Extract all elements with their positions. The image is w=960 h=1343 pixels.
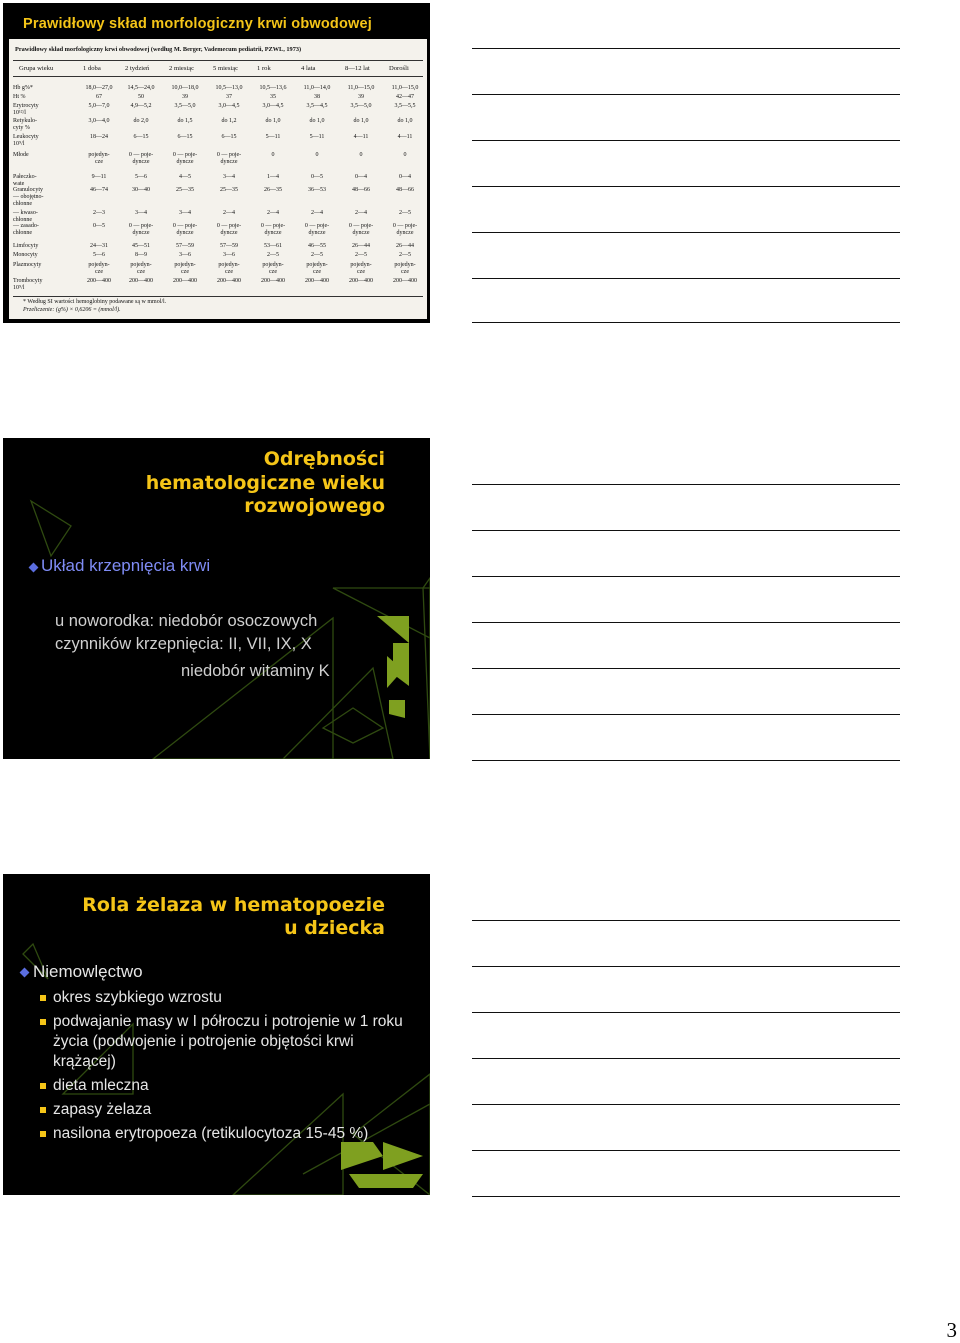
table-cell: 36—53: [308, 187, 326, 193]
table-cell: pojedyn- cze: [218, 262, 240, 276]
table-cell: 0: [359, 152, 363, 158]
table-cell: 14,5—24,0: [127, 85, 155, 91]
table-cell: 2—5: [355, 252, 367, 258]
table-rule-top: [13, 60, 423, 61]
table-cell: 200—400: [393, 278, 417, 284]
sub-bullet-label: okres szybkiego wzrostu: [53, 989, 222, 1006]
table-cell: 30—40: [132, 187, 150, 193]
notes-line: [472, 278, 900, 279]
table-cell: 48—66: [396, 187, 414, 193]
table-cell: 0 — poje- dyncze: [172, 152, 198, 166]
square-bullet-icon: [40, 1019, 46, 1025]
notes-line: [472, 576, 900, 577]
table-cell: 0 — poje- dyncze: [348, 223, 374, 237]
table-cell: 26—35: [264, 187, 282, 193]
title-line: hematologiczne wieku: [145, 471, 385, 494]
table-cell: do 1,0: [309, 118, 325, 124]
notes-line: [472, 966, 900, 967]
table-cell: 57—59: [176, 243, 194, 249]
table-cell: 0—5: [311, 174, 323, 180]
notes-line: [472, 232, 900, 233]
slide-3: [3, 874, 430, 1195]
table-cell: 0: [315, 152, 319, 158]
table-cell: 200—400: [261, 278, 285, 284]
sub-bullet: [53, 1124, 423, 1144]
sub-bullet: [53, 988, 403, 1008]
table-cell: 3,5—5,0: [350, 103, 372, 109]
table-cell: 42—47: [396, 94, 414, 100]
column-header: 2 miesiąc: [169, 65, 195, 72]
table-cell: 0 — poje- dyncze: [392, 223, 418, 237]
table-cell: 67: [96, 94, 102, 100]
table-cell: 4—11: [353, 134, 369, 140]
table-cell: 37: [226, 94, 232, 100]
table-cell: 38: [314, 94, 320, 100]
table-cell: 0—5: [93, 223, 105, 229]
table-cell: 39: [182, 94, 188, 100]
bullet-item: [41, 556, 210, 576]
table-cell: 46—74: [90, 187, 108, 193]
table-cell: 200—400: [217, 278, 241, 284]
table-cell: 3,0—4,5: [218, 103, 240, 109]
table-cell: 11,0—15,0: [347, 85, 375, 91]
title-line: u dziecka: [284, 917, 385, 939]
table-cell: 2—4: [223, 210, 235, 216]
table-cell: do 1,0: [265, 118, 281, 124]
table-cell: 3,5—5,0: [174, 103, 196, 109]
table-cell: 3—6: [179, 252, 191, 258]
row-label: Plazmocyty: [13, 262, 42, 268]
table-cell: 3,5—4,5: [306, 103, 328, 109]
notes-line: [472, 140, 900, 141]
row-label: Młode: [13, 152, 29, 158]
slide-title: [146, 448, 385, 519]
table-cell: 3—4: [179, 210, 191, 216]
table-cell: 0 — poje- dyncze: [216, 223, 242, 237]
table-cell: 2—4: [267, 210, 279, 216]
column-header: 8—12 lat: [345, 65, 370, 72]
table-cell: 0 — poje- dyncze: [128, 152, 154, 166]
table-cell: 5—11: [265, 134, 281, 140]
table-cell: 2—4: [355, 210, 367, 216]
table-cell: 2—5: [267, 252, 279, 258]
row-label: Granulocyty — obojętno- chłonne: [13, 187, 44, 208]
table-cell: pojedyn- cze: [88, 262, 110, 276]
table-cell: 25—35: [220, 187, 238, 193]
slide-1: [3, 3, 430, 323]
notes-line: [472, 1012, 900, 1013]
notes-line: [472, 1150, 900, 1151]
column-header: 1 rok: [257, 65, 271, 72]
table-cell: 0: [403, 152, 407, 158]
table-cell: 5—6: [93, 252, 105, 258]
table-cell: 200—400: [129, 278, 153, 284]
table-rule-header: [13, 76, 423, 77]
table-cell: 2—4: [311, 210, 323, 216]
row-label: Limfocyty: [13, 243, 39, 249]
table-cell: 26—44: [352, 243, 370, 249]
column-header: 4 lata: [301, 65, 316, 72]
sub-bullet: [53, 1012, 403, 1072]
row-label: Trombocyty 10⁹/l: [13, 278, 43, 292]
bullet-label: Układ krzepnięcia krwi: [41, 556, 211, 575]
table-cell: 4—11: [397, 134, 413, 140]
column-header: Dorośli: [389, 65, 409, 72]
table-cell: pojedyn- cze: [262, 262, 284, 276]
row-label: Retykulo- cyty %: [13, 118, 37, 132]
sub-bullet: [53, 1076, 403, 1096]
notes-line: [472, 668, 900, 669]
table-cell: 200—400: [349, 278, 373, 284]
table-cell: 24—31: [90, 243, 108, 249]
table-cell: 57—59: [220, 243, 238, 249]
notes-line: [472, 1058, 900, 1059]
table-cell: 50: [138, 94, 144, 100]
square-bullet-icon: [40, 1083, 46, 1089]
table-cell: 45—51: [132, 243, 150, 249]
table-cell: 39: [358, 94, 364, 100]
table-cell: 6—15: [133, 134, 149, 140]
row-label: — kwaso- chłonne: [13, 210, 38, 224]
table-cell: 0: [271, 152, 275, 158]
row-label: Hb g%*: [13, 85, 33, 91]
table-cell: 8—9: [135, 252, 147, 258]
notes-line: [472, 1104, 900, 1105]
table-caption: Prawidłowy skład morfologiczny krwi obwodowej (według M. Berger, Vademecum pediatrii, PZWL, 1973): [15, 46, 302, 53]
title-line: Rola żelaza w hematopoezie: [82, 894, 385, 916]
table-cell: 18—24: [90, 134, 108, 140]
table-cell: 3—4: [223, 174, 235, 180]
table-cell: pojedyn- cze: [394, 262, 416, 276]
sub-bullet-label: podwajanie masy w I półroczu i potrojenie w 1 roku życia (podwojenie i potrojenie objętości krwi krążącej): [53, 1013, 403, 1070]
table-cell: 18,0—27,0: [85, 85, 113, 91]
notes-line: [472, 530, 900, 531]
table-cell: 0—4: [399, 174, 411, 180]
table-cell: 3—6: [223, 252, 235, 258]
bullet-label: Niemowlęctwo: [33, 962, 143, 981]
table-cell: 3—4: [135, 210, 147, 216]
table-cell: pojedyn- cze: [306, 262, 328, 276]
sub-bullet-label: zapasy żelaza: [53, 1101, 152, 1118]
age-header: Grupa wieku: [19, 65, 54, 72]
notes-line: [472, 48, 900, 49]
table-cell: pojedyn- cze: [88, 152, 110, 166]
title-line: Odrębności: [263, 448, 385, 470]
text-line: niedobór witaminy K: [181, 662, 330, 680]
table-cell: pojedyn- cze: [174, 262, 196, 276]
table-cell: do 1,0: [353, 118, 369, 124]
table-cell: 2—3: [93, 210, 105, 216]
table-cell: 4—5: [179, 174, 191, 180]
table-cell: 2—5: [311, 252, 323, 258]
table-cell: 46—55: [308, 243, 326, 249]
row-label: Leukocyty 10⁹/l: [13, 134, 39, 148]
column-header: 2 tydzień: [125, 65, 150, 72]
table-cell: 9—11: [91, 174, 107, 180]
slide-title: [82, 894, 385, 940]
table-cell: 25—35: [176, 187, 194, 193]
table-cell: 0 — poje- dyncze: [172, 223, 198, 237]
table-cell: do 2,0: [133, 118, 149, 124]
table-cell: 200—400: [305, 278, 329, 284]
table-cell: do 1,5: [177, 118, 193, 124]
table-cell: do 1,0: [397, 118, 413, 124]
table-cell: 0 — poje- dyncze: [260, 223, 286, 237]
table-cell: 10,5—13,0: [215, 85, 243, 91]
column-header: 1 doba: [83, 65, 101, 72]
table-cell: 3,5—5,5: [394, 103, 416, 109]
footnote: * Według SI wartości hemoglobiny podawane są w mmol/l.: [23, 299, 167, 305]
table-cell: 0 — poje- dyncze: [304, 223, 330, 237]
sub-bullet-label: nasilona erytropoeza (retikulocytoza 15-45 %): [53, 1125, 369, 1142]
scanned-table: [9, 39, 427, 319]
row-label: — zasado- chłonne: [13, 223, 39, 237]
table-cell: 1—4: [267, 174, 279, 180]
table-cell: 0 — poje- dyncze: [216, 152, 242, 166]
notes-line: [472, 1196, 900, 1197]
table-cell: 3,0—4,5: [262, 103, 284, 109]
notes-line: [472, 94, 900, 95]
row-label: Erytrocyty 10¹²/l: [13, 103, 39, 117]
row-label: Ht %: [13, 94, 26, 100]
table-cell: 5—11: [309, 134, 325, 140]
table-cell: 11,0—15,0: [391, 85, 419, 91]
notes-line: [472, 714, 900, 715]
notes-line: [472, 920, 900, 921]
table-cell: 10,0—18,0: [171, 85, 199, 91]
table-cell: 2—5: [399, 252, 411, 258]
square-bullet-icon: [40, 1131, 46, 1137]
page-number: 3: [946, 1318, 957, 1342]
slide-title: Prawidłowy skład morfologiczny krwi obwodowej: [23, 16, 372, 32]
row-label: Pałeczko- wate: [13, 174, 37, 188]
table-cell: 0—4: [355, 174, 367, 180]
table-cell: 10,5—13,6: [259, 85, 287, 91]
sub-bullet-label: dieta mleczna: [53, 1077, 149, 1094]
row-label: Monocyty: [13, 252, 38, 258]
table-cell: 6—15: [221, 134, 237, 140]
table-cell: 200—400: [173, 278, 197, 284]
table-cell: 26—44: [396, 243, 414, 249]
square-bullet-icon: [40, 1107, 46, 1113]
table-cell: 48—66: [352, 187, 370, 193]
text-line: czynników krzepnięcia: II, VII, IX, X: [55, 635, 312, 653]
table-cell: 53—61: [264, 243, 282, 249]
table-cell: 4,9—5,2: [130, 103, 152, 109]
table-cell: do 1,2: [221, 118, 237, 124]
table-cell: 2—5: [399, 210, 411, 216]
text-line: u noworodka: niedobór osoczowych: [55, 612, 318, 630]
footnote: Przeliczenie: (g%) × 0,6206 = (mmol/l).: [23, 307, 121, 313]
table-cell: pojedyn- cze: [350, 262, 372, 276]
title-line: rozwojowego: [244, 495, 385, 517]
table-rule-bottom: [13, 296, 423, 297]
table-cell: 5,0—7,0: [88, 103, 110, 109]
table-cell: 200—400: [87, 278, 111, 284]
table-cell: 11,0—14,0: [303, 85, 331, 91]
square-bullet-icon: [40, 995, 46, 1001]
bullet-item: [33, 962, 143, 982]
notes-line: [472, 760, 900, 761]
notes-line: [472, 186, 900, 187]
table-cell: pojedyn- cze: [130, 262, 152, 276]
table-cell: 3,0—4,0: [88, 118, 110, 124]
table-cell: 6—15: [177, 134, 193, 140]
sub-bullet: [53, 1100, 403, 1120]
table-cell: 35: [270, 94, 276, 100]
table-cell: 5—6: [135, 174, 147, 180]
notes-line: [472, 484, 900, 485]
slide-2: [3, 438, 430, 759]
notes-line: [472, 322, 900, 323]
column-header: 5 miesiąc: [213, 65, 239, 72]
notes-line: [472, 622, 900, 623]
table-cell: 0 — poje- dyncze: [128, 223, 154, 237]
